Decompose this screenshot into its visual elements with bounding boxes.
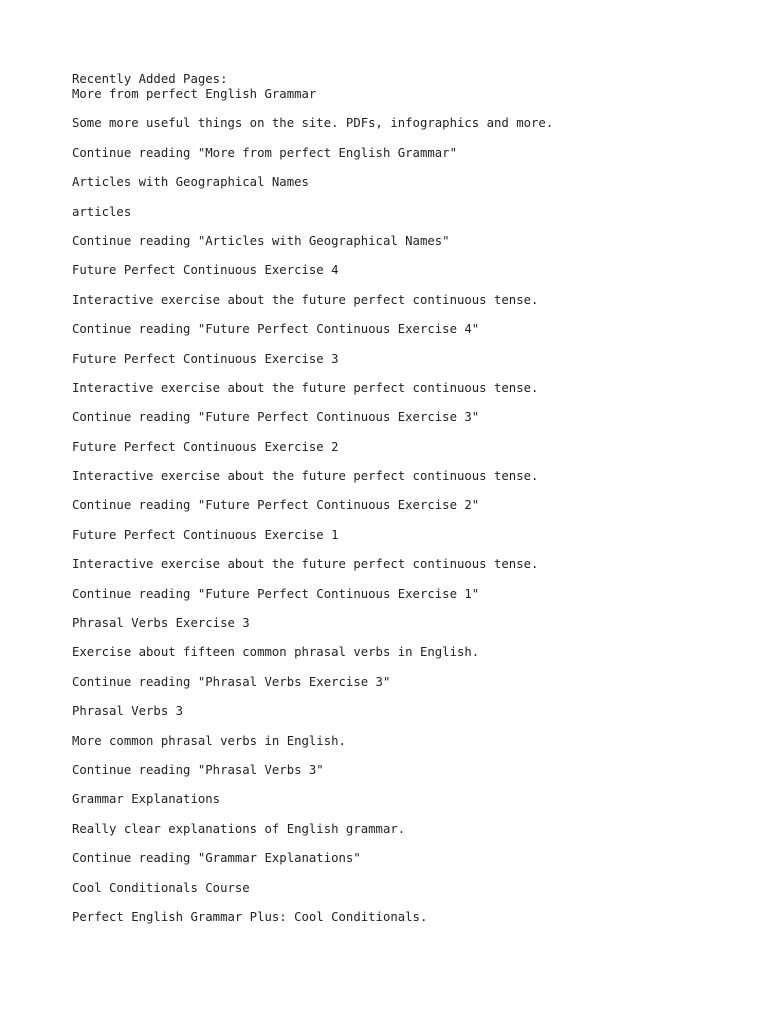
continue-reading-link[interactable]: Continue reading "Future Perfect Continuous Exercise 1" — [72, 586, 480, 601]
entry-description: Interactive exercise about the future perfect continuous tense. — [72, 380, 539, 395]
entry-description: Interactive exercise about the future perfect continuous tense. — [72, 292, 539, 307]
entry-title[interactable]: Future Perfect Continuous Exercise 2 — [72, 439, 339, 454]
entry-description: Interactive exercise about the future perfect continuous tense. — [72, 557, 539, 572]
entry-title[interactable]: Phrasal Verbs 3 — [72, 704, 184, 719]
entry-title[interactable]: Cool Conditionals Course — [72, 880, 250, 895]
list-item — [72, 263, 712, 337]
entry-title[interactable]: Grammar Explanations — [72, 792, 221, 807]
list-item — [72, 616, 712, 690]
list-item — [72, 704, 712, 778]
entry-description: Perfect English Grammar Plus: Cool Conditionals. — [72, 909, 428, 924]
entry-title[interactable]: Future Perfect Continuous Exercise 1 — [72, 527, 339, 542]
list-item — [72, 792, 712, 866]
continue-reading-link[interactable]: Continue reading "Phrasal Verbs 3" — [72, 762, 324, 777]
continue-reading-link[interactable]: Continue reading "Phrasal Verbs Exercise 3" — [72, 674, 391, 689]
continue-reading-link[interactable]: Continue reading "Grammar Explanations" — [72, 851, 361, 866]
list-item — [72, 352, 712, 426]
entry-description: Interactive exercise about the future perfect continuous tense. — [72, 469, 539, 484]
continue-reading-link[interactable]: Continue reading "More from perfect English Grammar" — [72, 145, 457, 160]
entry-description: Some more useful things on the site. PDFs, infographics and more. — [72, 116, 554, 131]
list-item — [72, 175, 712, 249]
continue-reading-link[interactable]: Continue reading "Future Perfect Continuous Exercise 3" — [72, 410, 480, 425]
recent-pages-heading: Recently Added Pages: — [72, 72, 228, 86]
list-item — [72, 440, 712, 514]
list-item — [72, 881, 712, 925]
list-item — [72, 528, 712, 602]
entry-title[interactable]: Articles with Geographical Names — [72, 175, 309, 190]
entry-title[interactable]: Future Perfect Continuous Exercise 3 — [72, 351, 339, 366]
entry-title[interactable]: Phrasal Verbs Exercise 3 — [72, 616, 250, 631]
recent-pages-document — [72, 72, 712, 925]
entry-title[interactable]: More from perfect English Grammar — [72, 87, 317, 101]
entry-title[interactable]: Future Perfect Continuous Exercise 4 — [72, 263, 339, 278]
list-item — [72, 87, 712, 161]
continue-reading-link[interactable]: Continue reading "Future Perfect Continuous Exercise 4" — [72, 322, 480, 337]
continue-reading-link[interactable]: Continue reading "Future Perfect Continuous Exercise 2" — [72, 498, 480, 513]
entry-description: Exercise about fifteen common phrasal verbs in English. — [72, 645, 480, 660]
continue-reading-link[interactable]: Continue reading "Articles with Geographical Names" — [72, 233, 450, 248]
entry-description: More common phrasal verbs in English. — [72, 733, 346, 748]
entry-description: Really clear explanations of English grammar. — [72, 821, 406, 836]
entry-description: articles — [72, 204, 132, 219]
